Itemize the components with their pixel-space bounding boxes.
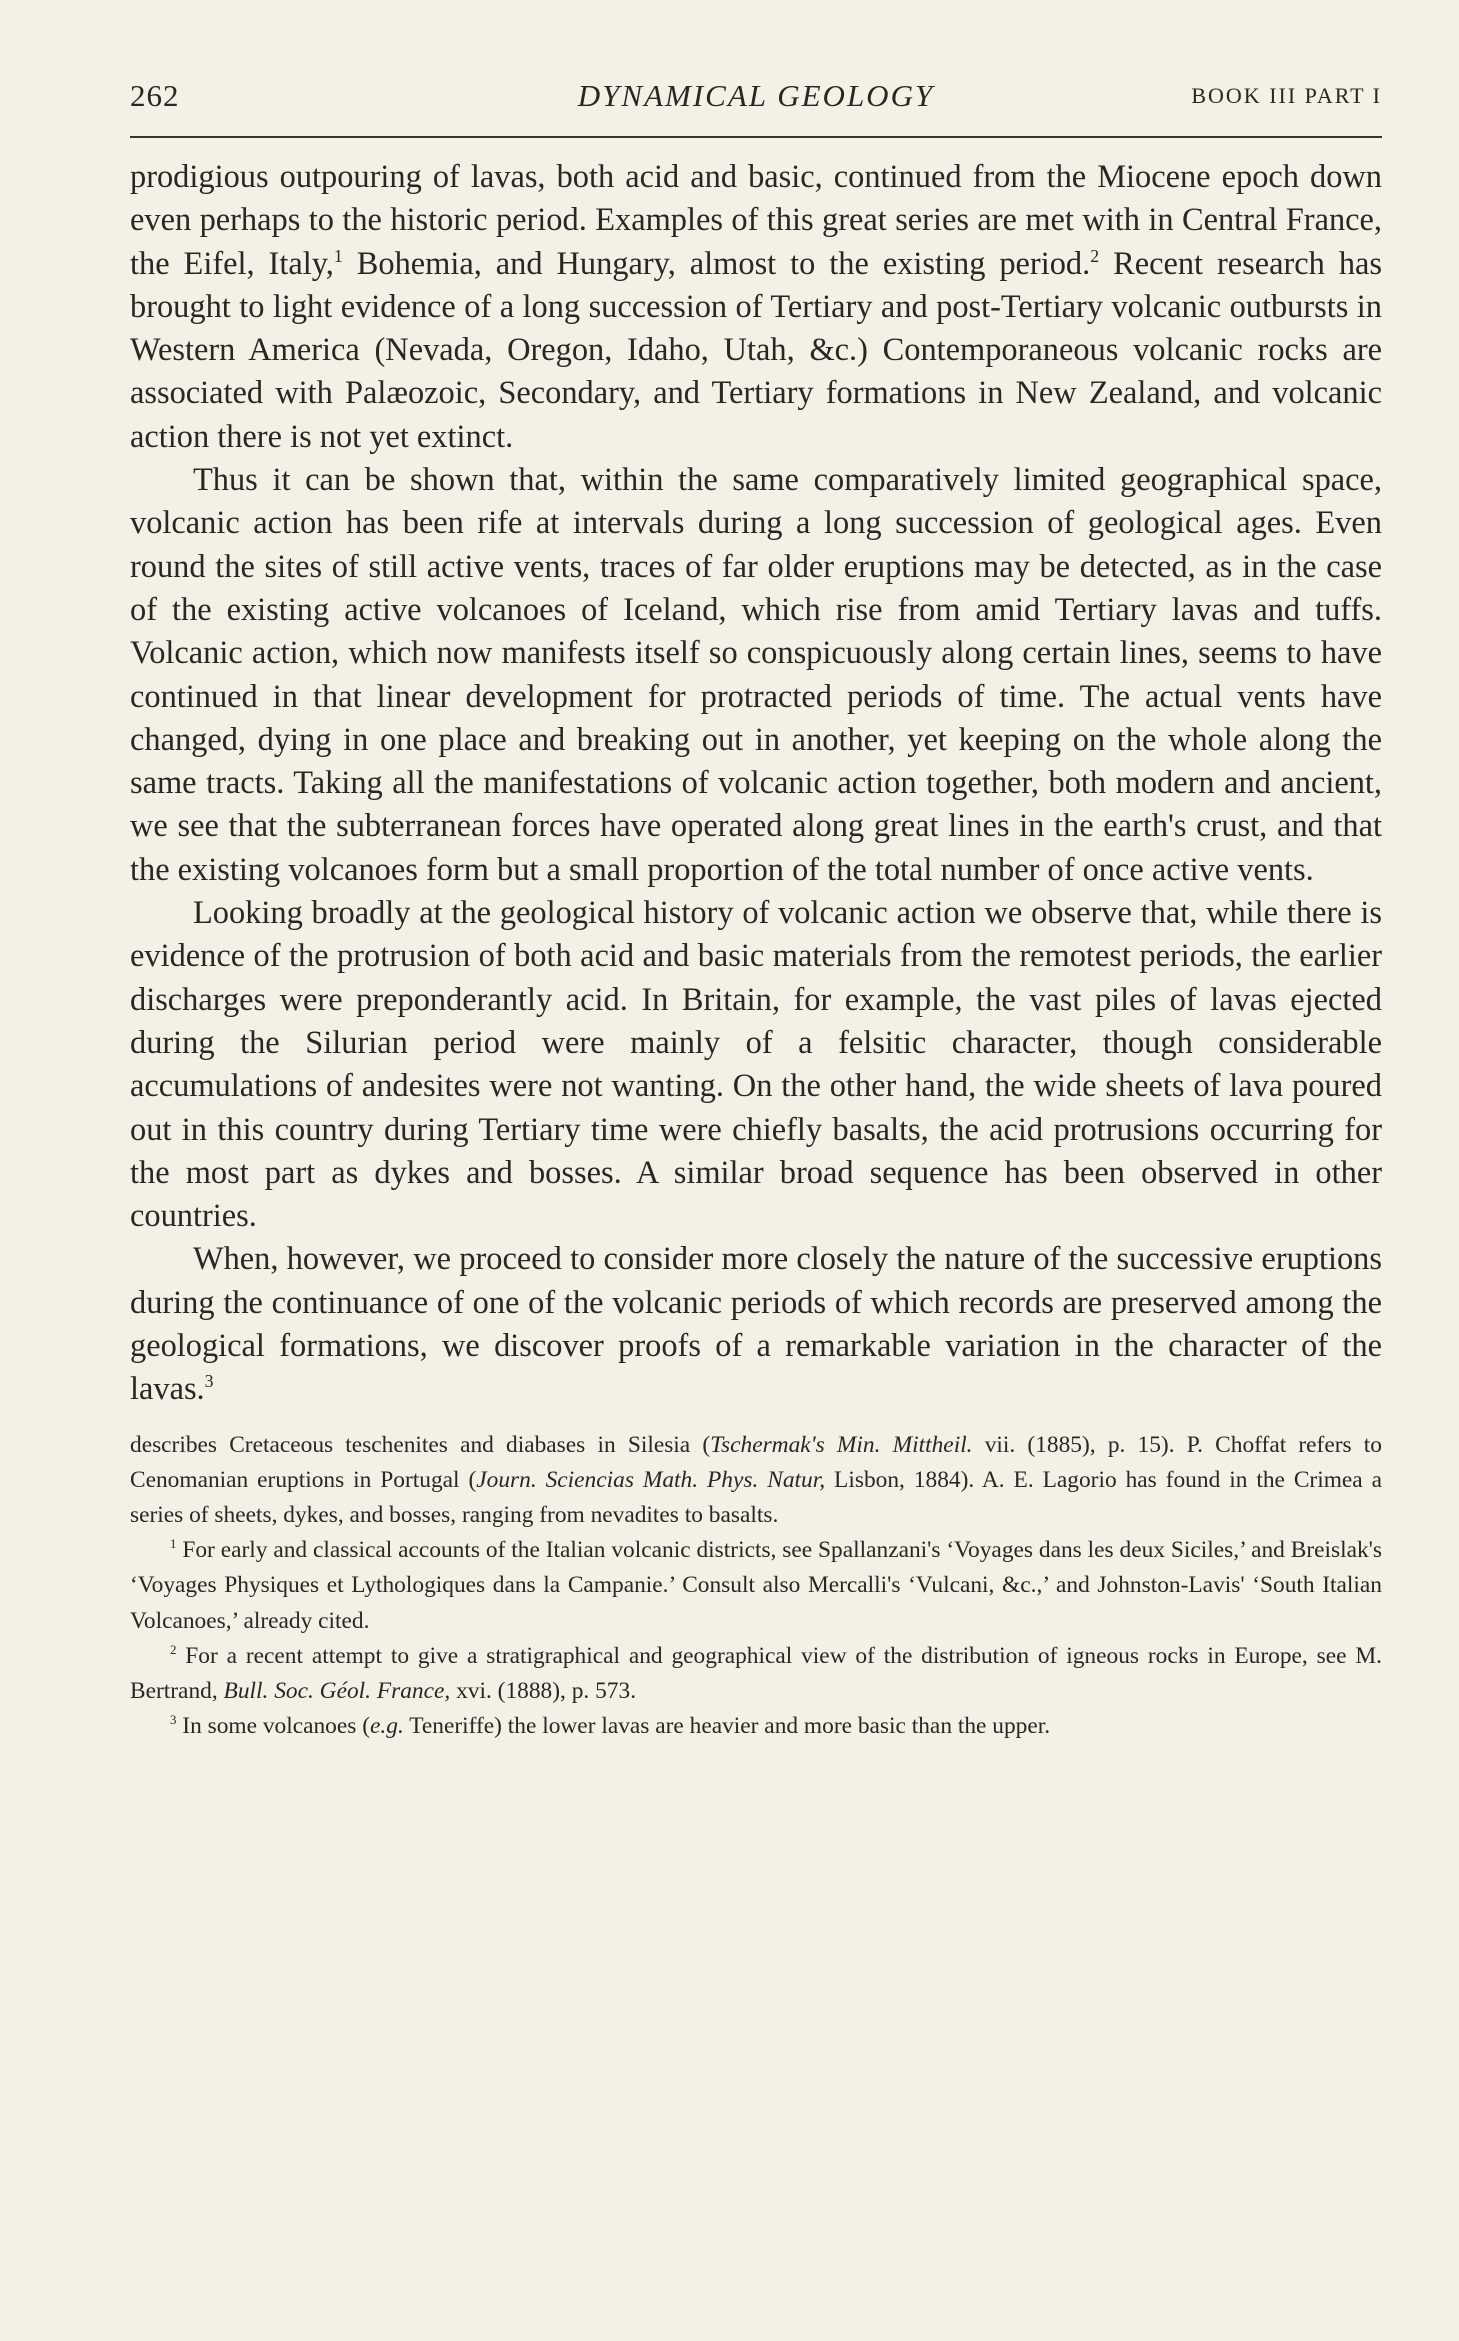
running-head xyxy=(130,70,1382,122)
text-run: prodigious outpouring of lavas, both acid and basic, continued from the Miocene epoch down even perhaps to the historic period. Examples of this great series are met with in Central France, the Eifel, Italy, xyxy=(130,159,1382,282)
italic-citation: e.g. xyxy=(370,1713,404,1740)
italic-citation: Bull. Soc. Géol. France, xyxy=(223,1678,451,1705)
italic-citation: Journ. Sciencias Math. Phys. Natur, xyxy=(476,1466,826,1493)
paragraph-4 xyxy=(130,1238,1382,1411)
footnote-marker: 1 xyxy=(170,1537,177,1552)
text-run: Thus it can be shown that, within the same comparatively limited geographical space, volcanic action has been rife at intervals during a long succession of geological ages. Even round the sites of still active vents, traces of far older eruptions may be detected, as in the case of the existing active volcanoes of Iceland, which rise from amid Tertiary lavas and tuffs. Volcanic action, which now manifests itself so conspicuously along certain lines, seems to have continued in that linear development for protracted periods of time. The actual vents have changed, dying in one place and breaking out in another, yet keeping on the whole along the same tracts. Taking all the manifestations of volcanic action together, both modern and ancient, we see that the subterranean forces have operated along great lines in the earth's crust, and that the existing volcanoes form but a small proportion of the total number of once active vents. xyxy=(130,462,1382,888)
paragraph-3 xyxy=(130,892,1382,1238)
footnote-marker: 3 xyxy=(170,1713,177,1728)
footnotes xyxy=(130,1428,1382,1745)
text-run: Recent research has brought to light evidence of a long succession of Tertiary and post-Tertiary volcanic outbursts in Western America (Nevada, Oregon, Idaho, Utah, &c.) Contemporaneous volcanic rocks are associated with Palæozoic, Secondary, and Tertiary formations in New Zealand, and volcanic action there is not yet extinct. xyxy=(130,245,1383,455)
footnote-marker: 1 xyxy=(333,245,343,266)
text-run: xvi. (1888), p. 573. xyxy=(450,1678,637,1705)
text-run: When, however, we proceed to consider more closely the nature of the successive eruptions during the continuance of one of the volcanic periods of which records are preserved among the geological formations, we discover proofs of a remarkable variation in the character of the lavas. xyxy=(130,1241,1382,1408)
text-run: Bohemia, and Hungary, almost to the existing period. xyxy=(342,245,1091,282)
page-number: 262 xyxy=(130,78,180,113)
paragraph-2 xyxy=(130,459,1382,892)
italic-citation: Tschermak's Min. Mittheil. xyxy=(710,1431,973,1458)
text-run: In some volcanoes ( xyxy=(176,1713,371,1740)
footnote-3 xyxy=(130,1639,1382,1709)
footnote-2 xyxy=(130,1533,1382,1639)
text-run: For early and classical accounts of the Italian volcanic districts, see Spallanzani's ‘Voyages dans les deux Siciles,’ and Breislak's ‘Voyages Physiques et Lythologiques dans la Campanie.’ Consult also Mercalli's ‘Vulcani, &c.,’ and Johnston-Lavis' ‘South Italian Volcanoes,’ already cited. xyxy=(130,1537,1382,1634)
text-run: Looking broadly at the geological history of volcanic action we observe that, while there is evidence of the protrusion of both acid and basic materials from the remotest periods, the earlier discharges were preponderantly acid. In Britain, for example, the vast piles of lavas ejected during the Silurian period were mainly of a felsitic character, though considerable accumulations of andesites were not wanting. On the other hand, the wide sheets of lava poured out in this country during Tertiary time were chiefly basalts, the acid protrusions occurring for the most part as dykes and bosses. A similar broad sequence has been observed in other countries. xyxy=(130,895,1382,1235)
text-run: describes Cretaceous teschenites and diabases in Silesia ( xyxy=(130,1431,711,1458)
text-run: vii. (1885), p. 15). P. Choffat refers to Cenomanian eruptions in Portugal ( xyxy=(130,1431,1382,1493)
book-part-label: BOOK III PART I xyxy=(1191,83,1382,108)
paragraph-1 xyxy=(130,156,1382,459)
footnote-1 xyxy=(130,1428,1382,1534)
footnote-4 xyxy=(130,1709,1382,1744)
footnote-marker: 3 xyxy=(204,1371,214,1392)
running-title: DYNAMICAL GEOLOGY xyxy=(577,78,935,113)
footnote-marker: 2 xyxy=(1090,245,1100,266)
main-text xyxy=(130,156,1382,1412)
text-run: For a recent attempt to give a stratigraphical and geographical view of the distribution of igneous rocks in Europe, see M. Bertrand, xyxy=(130,1642,1382,1705)
book-page xyxy=(130,70,1382,1744)
text-run: Lisbon, 1884). A. E. Lagorio has found in the Crimea a series of sheets, dykes, and bosses, ranging from nevadites to basalts. xyxy=(130,1466,1382,1529)
text-run: Teneriffe) the lower lavas are heavier and more basic than the upper. xyxy=(403,1713,1051,1740)
footnote-marker: 2 xyxy=(170,1643,177,1658)
header-rule xyxy=(130,136,1382,138)
